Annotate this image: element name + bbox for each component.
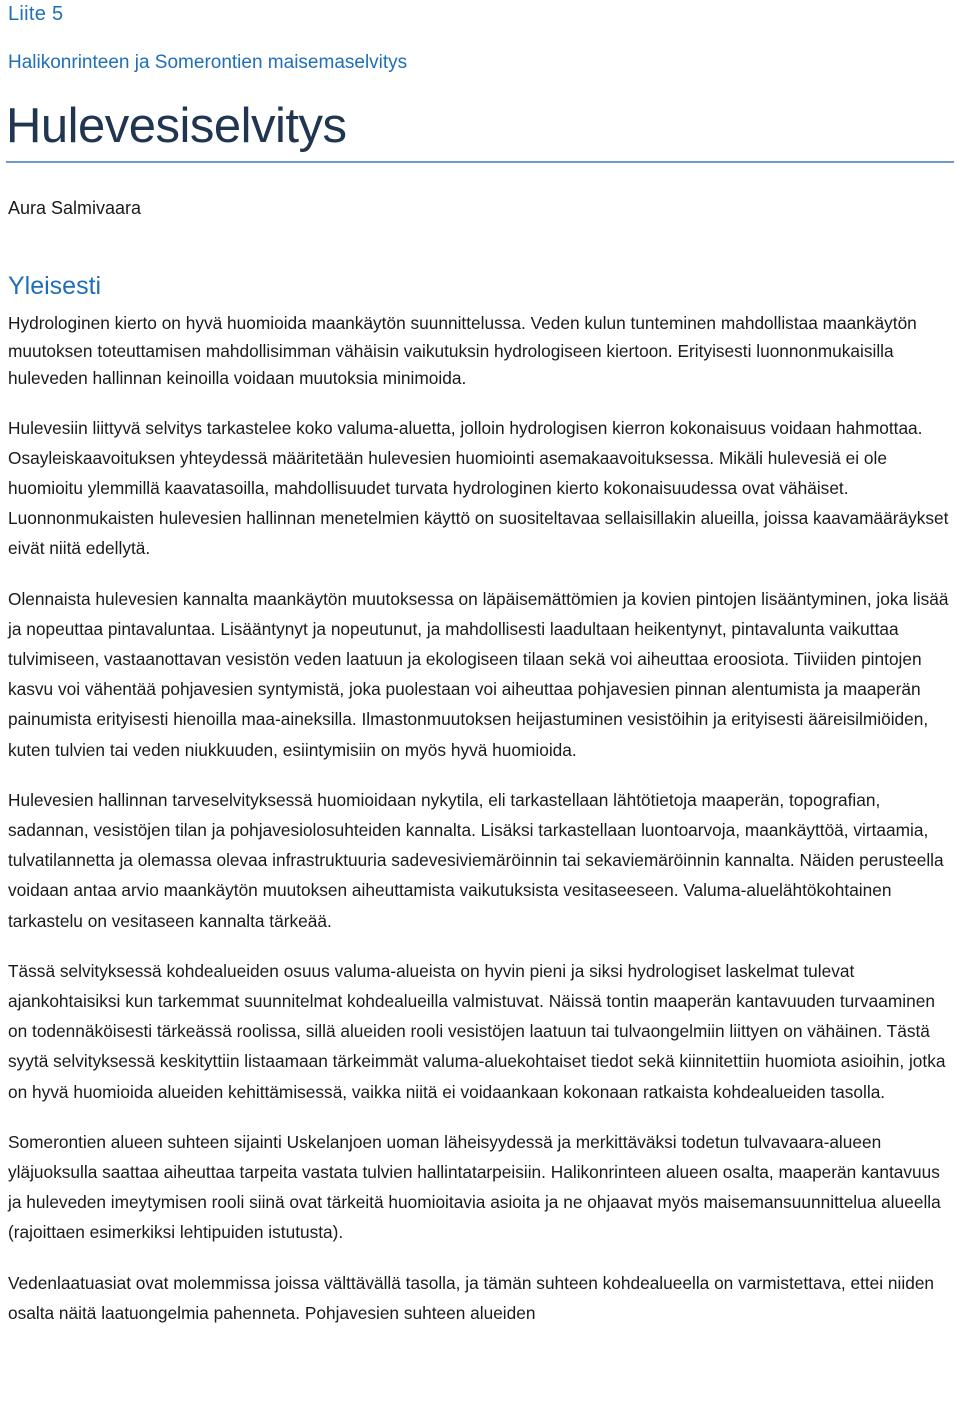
paragraph: Olennaista hulevesien kannalta maankäytön muutoksessa on läpäisemättömien ja kovien pintojen lisääntyminen, joka lisää ja nopeuttaa pintavaluntaa. Lisääntynyt ja nopeutunut, ja mahdollisesti laadultaan heikentynyt, pintavalunta vaikuttaa tulvimiseen, vastaanottavan vesistön veden laatuun ja ekologiseen tilaan sekä voi aiheuttaa eroosiota. Tiiviiden pintojen kasvu voi vähentää pohjavesien syntymistä, joka puolestaan voi aiheuttaa pohjavesien pinnan alentumista ja maaperän painumista erityisesti hienoilla maa-aineksilla. Ilmastonmuutoksen heijastuminen vesistöihin ja erityisesti ääreisilmiöiden, kuten tulvien tai veden niukkuuden, esiintymisiin on myös hyvä huomioida. — [8, 588, 949, 760]
document-subtitle: Halikonrinteen ja Somerontien maisemaselvitys — [8, 52, 408, 73]
title-divider — [6, 161, 954, 163]
author-name: Aura Salmivaara — [8, 198, 142, 218]
appendix-label: Liite 5 — [8, 3, 64, 25]
page-title: Hulevesiselvitys — [6, 99, 347, 153]
paragraph: Vedenlaatuasiat ovat molemmissa joissa välttävällä tasolla, ja tämän suhteen kohdealueella on varmistettava, ettei niiden osalta näitä laatuongelmia pahenneta. Pohjavesien suhteen alueiden — [8, 1272, 935, 1323]
paragraph: Somerontien alueen suhteen sijainti Uskelanjoen uoman läheisyydessä ja merkittäväksi todetun tulvavaara-alueen yläjuoksulla saattaa aiheuttaa tarpeita vastata tulvien hallintatarpeisiin. Halikonrinteen alueen osalta, maaperän kantavuus ja huleveden imeytymisen rooli siinä ovat tärkeitä huomioitavia asioita ja ne ohjaavat myös maisemansuunnittelua alueella (rajoittaen esimerkiksi lehtipuiden istutusta). — [8, 1131, 941, 1243]
paragraph: Hulevesien hallinnan tarveselvityksessä huomioidaan nykytila, eli tarkastellaan lähtötietoja maaperän, topografian, sadannan, vesistöjen tilan ja pohjavesiolosuhteiden kannalta. Lisäksi tarkastellaan luontoarvoja, maankäyttöä, virtaamia, tulvatilannetta ja olemassa olevaa infrastruktuuria sadevesiviemäröinnin tai sekaviemäröinnin kannalta. Näiden perusteella voidaan antaa arvio maankäytön muutoksen aiheuttamista vaikutuksista vesitaseeseen. Valuma-aluelähtökohtainen tarkastelu on vesitaseen kannalta tärkeää. — [8, 789, 944, 931]
paragraph: Hulevesiin liittyvä selvitys tarkastelee koko valuma-aluetta, jolloin hydrologisen kierron kokonaisuus voidaan hahmottaa. Osayleiskaavoituksen yhteydessä määritetään hulevesien huomiointi asemakaavoituksessa. Mikäli hulevesiä ei ole huomioitu ylemmillä kaavatasoilla, mahdollisuudet turvata hydrologinen kierto kokonaisuudessa ovat vähäiset. Luonnonmukaisten hulevesien hallinnan menetelmien käyttö on suositeltavaa sellaisillakin alueilla, joissa kaavamääräykset eivät niitä edellytä. — [8, 417, 949, 559]
section-heading: Yleisesti — [8, 272, 102, 300]
section-body — [8, 310, 952, 1348]
paragraph: Hydrologinen kierto on hyvä huomioida maankäytön suunnittelussa. Veden kulun tunteminen mahdollistaa maankäytön muutoksen toteuttamisen mahdollisimman vähäisin vaikutuksin hydrologiseen kiertoon. Erityisesti luonnonmukaisilla huleveden hallinnan keinoilla voidaan muutoksia minimoida. — [8, 313, 917, 388]
paragraph: Tässä selvityksessä kohdealueiden osuus valuma-alueista on hyvin pieni ja siksi hydrologiset laskelmat tulevat ajankohtaisiksi kun tarkemmat suunnitelmat kohdealueilla valmistuvat. Näissä tontin maaperän kantavuuden turvaaminen on todennäköisesti tärkeässä roolissa, sillä alueiden rooli vesistöjen laatuun tai tulvaongelmiin liittyen on vähäinen. Tästä syytä selvityksessä keskityttiin listaamaan tärkeimmät valuma-aluekohtaiset tiedot sekä kiinnitettiin huomiota asioihin, jotka on hyvä huomioida alueiden kehittämisessä, vaikka niitä ei voidaankaan kokonaan ratkaista kohdealueiden tasolla. — [8, 960, 946, 1102]
